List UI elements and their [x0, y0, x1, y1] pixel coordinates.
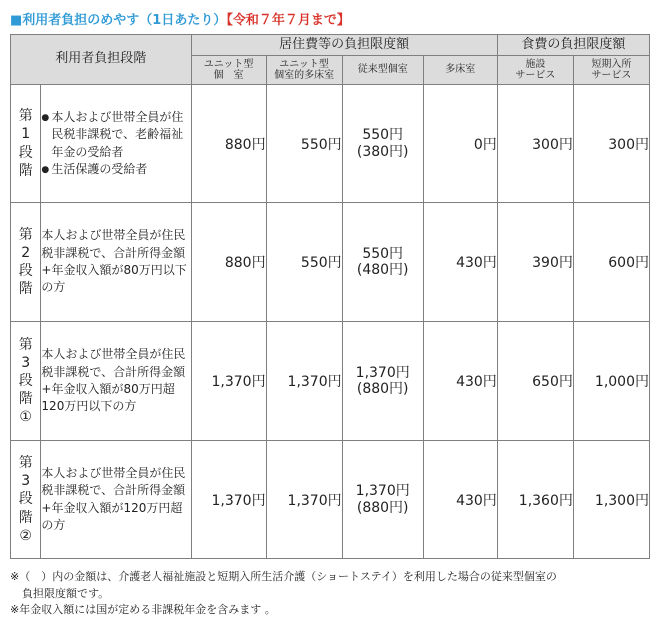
amount-cell: [342, 441, 423, 559]
amount-value: 430円: [456, 492, 497, 509]
amount-value: 0円: [473, 136, 497, 153]
amount-value: 300円: [608, 136, 649, 153]
column-header: ユニット型 個 室: [191, 56, 266, 85]
amount-value: 1,370円: [211, 374, 266, 390]
amount-value: 880円: [224, 255, 266, 271]
stage-description: [41, 322, 191, 441]
amount-cell: [573, 203, 649, 322]
stage-label: 第 1 段 階: [11, 85, 41, 203]
amount-value: 1,370円: [211, 492, 266, 509]
footnote-2: ※年金収入額には国が定める非課税年金を含みます 。: [10, 603, 276, 616]
amount-cell: [497, 203, 573, 322]
amount-value: 550円: [300, 255, 342, 271]
amount-value: 430円: [456, 374, 497, 390]
amount-cell: [266, 85, 342, 203]
column-header: ユニット型 個室的多床室: [266, 56, 342, 85]
amount-cell: [191, 322, 266, 441]
amount-value: 390円: [532, 255, 573, 271]
description-text: 本人および世帯全員が住民税非課税で、合計所得金額+年金収入額が80万円以下の方: [41, 228, 187, 295]
footnotes: [10, 569, 655, 619]
amount-cell: [573, 441, 649, 559]
column-header: 施設 サービス: [497, 56, 573, 85]
food-group-header: 食費の負担限度額: [497, 35, 649, 56]
table-row: [11, 85, 650, 203]
page-title: [10, 9, 350, 28]
column-header: 多床室: [423, 56, 497, 85]
amount-value: 300円: [532, 136, 573, 153]
column-header: 従来型個室: [342, 56, 423, 85]
description-bullet: ● 生活保護の受給者: [41, 161, 190, 178]
amount-value: 650円: [532, 374, 573, 390]
amount-cell: [342, 322, 423, 441]
amount-cell: [497, 441, 573, 559]
stage-label: 第 2 段 階: [11, 203, 41, 322]
table-row: [11, 441, 650, 559]
amount-value: 550円: [362, 127, 404, 144]
amount-value: 1,370円: [287, 492, 342, 509]
stage-description: [41, 85, 191, 203]
amount-subvalue: (380円): [356, 143, 409, 160]
stage-label: 第 3 段 階 ②: [11, 441, 41, 559]
amount-value: 430円: [456, 255, 497, 271]
amount-cell: [191, 85, 266, 203]
amount-value: 600円: [608, 255, 649, 271]
table-row: [11, 322, 650, 441]
title-main: 利用者負担のめやす（1日あたり）: [22, 13, 227, 28]
amount-cell: [497, 85, 573, 203]
table-body: [11, 85, 650, 559]
amount-cell: [423, 85, 497, 203]
amount-cell: [191, 441, 266, 559]
amount-value: 550円: [300, 136, 342, 153]
amount-cell: [266, 441, 342, 559]
footnote-1b: 負担限度額です。: [22, 586, 110, 600]
amount-cell: [497, 322, 573, 441]
description-bullet: ● 本人および世帯全員が住民税非課税で、老齢福祉年金の受給者: [41, 109, 190, 161]
amount-cell: [573, 85, 649, 203]
amount-cell: [423, 441, 497, 559]
table-row: [11, 203, 650, 322]
amount-value: 1,300円: [594, 492, 649, 509]
burden-table: [10, 34, 650, 559]
amount-value: 1,360円: [518, 492, 573, 509]
amount-cell: [266, 322, 342, 441]
amount-subvalue: (480円): [356, 262, 409, 278]
stage-label: 第 3 段 階 ①: [11, 322, 41, 441]
description-text: 本人および世帯全員が住民税非課税で、合計所得金額+年金収入額が80万円超120万円以下の方: [41, 347, 186, 414]
amount-subvalue: (880円): [356, 499, 409, 516]
amount-cell: [423, 203, 497, 322]
column-header: 短期入所 サービス: [573, 56, 649, 85]
amount-value: 1,370円: [355, 483, 410, 500]
amount-value: 550円: [362, 245, 404, 262]
amount-value: 1,370円: [287, 374, 342, 390]
title-date: 【令和７年７月まで】: [226, 13, 350, 28]
amount-cell: [573, 322, 649, 441]
amount-cell: [342, 85, 423, 203]
amount-cell: [191, 203, 266, 322]
amount-value: 1,370円: [355, 364, 410, 381]
stage-description: [41, 441, 191, 559]
amount-value: 880円: [224, 136, 266, 153]
amount-cell: [266, 203, 342, 322]
amount-value: 1,000円: [594, 374, 649, 390]
footnote-1a: ※（ ）内の金額は、介護老人福祉施設と短期入所生活介護（ショートステイ）を利用した場合の従来型個室の: [10, 570, 557, 583]
stage-description: [41, 203, 191, 322]
description-text: 本人および世帯全員が住民税非課税で、合計所得金額+年金収入額が120万円超の方: [41, 465, 186, 532]
stage-header: 利用者負担段階: [11, 35, 192, 85]
amount-cell: [423, 322, 497, 441]
amount-subvalue: (880円): [356, 381, 409, 397]
amount-cell: [342, 203, 423, 322]
housing-group-header: 居住費等の負担限度額: [191, 35, 497, 56]
title-square-icon: ■: [10, 13, 23, 28]
